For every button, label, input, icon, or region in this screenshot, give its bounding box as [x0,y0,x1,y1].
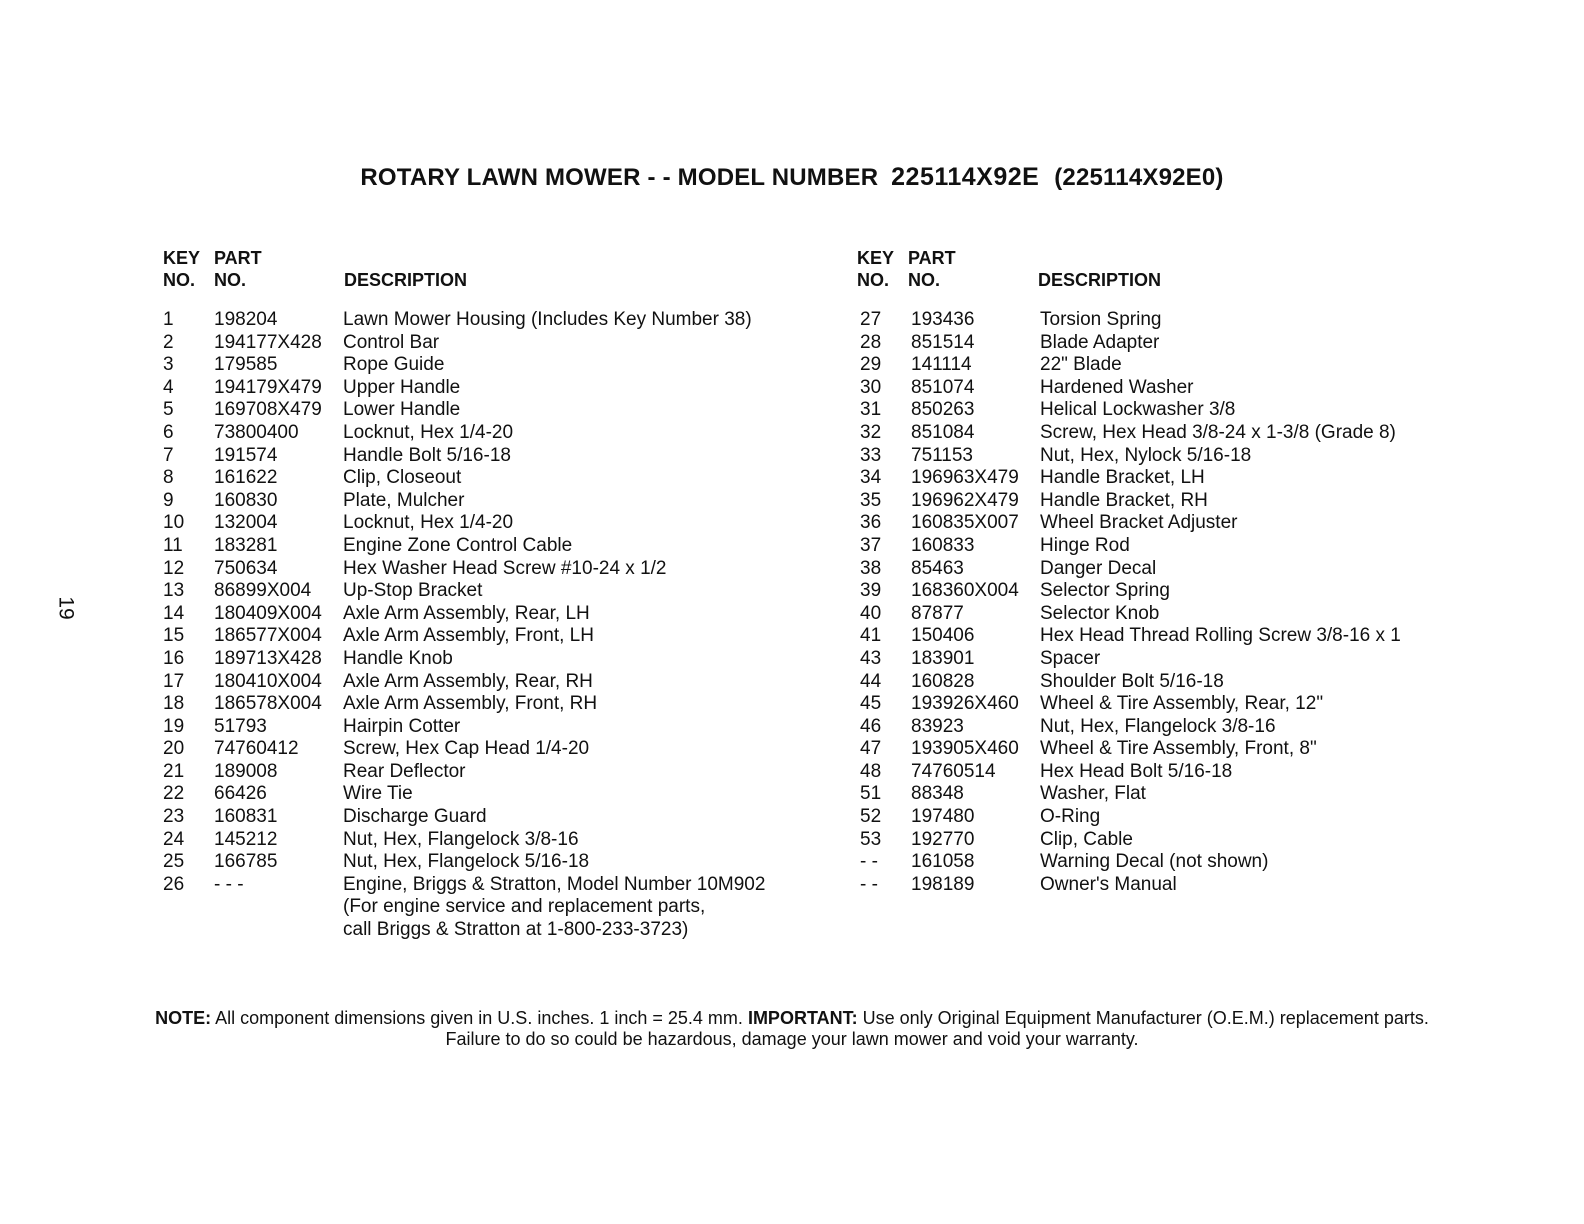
part-description: Plate, Mulcher [343,489,465,511]
part-no: 189008 [214,760,278,782]
part-no: 74760412 [214,738,299,760]
part-description: Clip, Cable [1040,828,1133,850]
key-no: 6 [163,421,174,443]
part-description: Shoulder Bolt 5/16-18 [1040,670,1224,692]
part-no: 751153 [911,444,973,466]
key-no: 41 [860,625,882,647]
key-no: 53 [860,828,882,850]
part-description: Axle Arm Assembly, Rear, LH [343,602,590,624]
key-no: 32 [860,421,882,443]
key-no: 24 [163,828,185,850]
key-no: 20 [163,738,185,760]
part-no: 160833 [911,534,975,556]
page-title [0,163,1584,192]
key-no: 18 [163,693,185,715]
header-description: DESCRIPTION [344,270,468,290]
key-no: 15 [163,625,185,647]
header-key-line2: NO. [857,270,890,290]
key-no: 45 [860,693,882,715]
part-no: 160828 [911,670,975,692]
key-no: 2 [163,331,174,353]
key-no: 37 [860,534,882,556]
part-no: 169708X479 [214,399,322,421]
note-line-2: Failure to do so could be hazardous, damage your lawn mower and void your warranty. [445,1029,1139,1049]
part-description: Hex Head Thread Rolling Screw 3/8-16 x 1 [1040,625,1401,647]
key-no: 35 [860,489,882,511]
note-line-1 [0,1008,1584,1029]
key-no: 5 [163,399,174,421]
part-no: 191574 [214,444,278,466]
part-no: 851514 [911,331,975,353]
part-no: 198204 [214,309,278,330]
part-no: 196963X479 [911,467,1019,489]
key-no: 8 [163,467,174,489]
key-no: 21 [163,760,185,782]
key-no: 1 [163,309,174,330]
key-no: 28 [860,331,882,353]
part-no: 193926X460 [911,693,1019,715]
part-description: Locknut, Hex 1/4-20 [343,421,514,443]
header-key-line1: KEY [163,248,201,268]
part-description: Spacer [1040,647,1101,669]
part-description: Discharge Guard [343,806,487,828]
part-no: 161622 [214,467,278,489]
key-no: 3 [163,354,174,376]
part-description: Selector Spring [1040,580,1170,602]
key-no: 29 [860,354,882,376]
part-no: 51793 [214,715,267,737]
part-no: 74760514 [911,760,996,782]
part-no: 189713X428 [214,647,322,669]
part-no: 193436 [911,309,975,330]
key-no: 26 [163,873,185,895]
part-description: Helical Lockwasher 3/8 [1040,399,1236,421]
part-description: Nut, Hex, Flangelock 3/8-16 [343,828,579,850]
part-no: 88348 [911,783,964,805]
part-description: Nut, Hex, Flangelock 5/16-18 [343,851,590,873]
key-no: 44 [860,670,882,692]
part-description: Axle Arm Assembly, Front, LH [343,625,594,647]
important-text: Use only Original Equipment Manufacturer (O.E.M.) replacement parts. [862,1008,1429,1028]
part-description: Handle Bracket, RH [1040,489,1208,511]
part-description: Torsion Spring [1040,309,1162,330]
part-description: Control Bar [343,331,440,353]
part-description: Warning Decal (not shown) [1040,851,1269,873]
key-no: 48 [860,760,882,782]
part-description: Handle Bolt 5/16-18 [343,444,511,466]
part-description: Clip, Closeout [343,467,462,489]
part-description: 22" Blade [1040,354,1122,376]
part-description: Wheel & Tire Assembly, Rear, 12" [1040,693,1324,715]
note-text: All component dimensions given in U.S. inches. 1 inch = 25.4 mm. [215,1008,743,1028]
part-no: 851074 [911,376,975,398]
key-no: 31 [860,399,882,421]
key-no: 40 [860,602,882,624]
part-no: 192770 [911,828,975,850]
title-prefix: ROTARY LAWN MOWER - - MODEL NUMBER [360,164,879,191]
header-part-line1: PART [908,248,956,268]
part-no: 86899X004 [214,580,312,602]
part-description: Hairpin Cotter [343,715,461,737]
part-description: O-Ring [1040,806,1101,828]
part-description: Hex Head Bolt 5/16-18 [1040,760,1233,782]
header-key-line1: KEY [857,248,895,268]
part-description: Locknut, Hex 1/4-20 [343,512,514,534]
part-no: 73800400 [214,421,299,443]
part-description: Wire Tie [343,783,413,805]
part-description: Handle Knob [343,647,453,669]
key-no: 22 [163,783,185,805]
part-description: Rear Deflector [343,760,466,782]
part-no: 179585 [214,354,278,376]
part-no: 161058 [911,851,975,873]
part-description: Selector Knob [1040,602,1160,624]
part-no: 160830 [214,489,278,511]
part-description: Rope Guide [343,354,445,376]
note-label: NOTE: [155,1008,212,1028]
part-no: 198189 [911,873,975,895]
part-no: 194179X479 [214,376,322,398]
key-no: - - [860,851,878,873]
part-description: Axle Arm Assembly, Rear, RH [343,670,593,692]
key-no: 52 [860,806,882,828]
part-description: Engine, Briggs & Stratton, Model Number 10M902 [343,873,766,895]
part-no: 141114 [911,354,972,376]
part-no: 183281 [214,534,278,556]
key-no: 16 [163,647,185,669]
key-no: 43 [860,647,882,669]
key-no: 14 [163,602,185,624]
part-description: Engine Zone Control Cable [343,534,573,556]
part-no: 750634 [214,557,278,579]
part-description: Wheel & Tire Assembly, Front, 8" [1040,738,1317,760]
key-no: 38 [860,557,882,579]
part-no: 85463 [911,557,964,579]
important-label: IMPORTANT: [747,1008,858,1028]
part-description: Nut, Hex, Nylock 5/16-18 [1040,444,1252,466]
key-no: 19 [163,715,185,737]
part-description: Up-Stop Bracket [343,580,483,602]
part-no: 87877 [911,602,964,624]
part-description: Screw, Hex Head 3/8-24 x 1-3/8 (Grade 8) [1040,421,1396,443]
key-no: 34 [860,467,882,489]
part-no: 160831 [214,806,278,828]
part-description: Screw, Hex Cap Head 1/4-20 [343,738,590,760]
part-description: Lower Handle [343,399,461,421]
key-no: 17 [163,670,185,692]
page-number: 19 [54,596,78,620]
key-no: 27 [860,309,882,330]
model-number-alt: (225114X92E0) [1054,164,1224,191]
header-key-line2: NO. [163,270,196,290]
part-description-continued: call Briggs & Stratton at 1-800-233-3723) [343,919,689,941]
part-no: 150406 [911,625,975,647]
part-description: Nut, Hex, Flangelock 3/8-16 [1040,715,1276,737]
part-description: Handle Bracket, LH [1040,467,1205,489]
part-description: Axle Arm Assembly, Front, RH [343,693,598,715]
part-description: Upper Handle [343,376,461,398]
part-no: 66426 [214,783,267,805]
part-no: 132004 [214,512,278,534]
part-no: 196962X479 [911,489,1019,511]
part-no: 186577X004 [214,625,322,647]
part-no: 145212 [214,828,278,850]
part-no: 183901 [911,647,975,669]
key-no: 23 [163,806,185,828]
key-no: - - [860,873,878,895]
header-part-line2: NO. [908,270,941,290]
part-no: 194177X428 [214,331,322,353]
key-no: 9 [163,489,174,511]
part-description: Hardened Washer [1040,376,1194,398]
part-no: 83923 [911,715,964,737]
footer-note [0,1008,1584,1050]
key-no: 47 [860,738,882,760]
part-no: 850263 [911,399,975,421]
key-no: 51 [860,783,882,805]
part-description: Hinge Rod [1040,534,1130,556]
key-no: 12 [163,557,185,579]
key-no: 11 [163,534,183,556]
key-no: 30 [860,376,882,398]
key-no: 13 [163,580,185,602]
key-no: 25 [163,851,185,873]
key-no: 33 [860,444,882,466]
part-no: 168360X004 [911,580,1019,602]
key-no: 36 [860,512,882,534]
part-description: Danger Decal [1040,557,1157,579]
part-description: Wheel Bracket Adjuster [1040,512,1238,534]
part-no: 160835X007 [911,512,1019,534]
part-description: Blade Adapter [1040,331,1160,353]
part-no: 180409X004 [214,602,322,624]
part-no: 180410X004 [214,670,322,692]
part-description: Owner's Manual [1040,873,1177,895]
part-no: 193905X460 [911,738,1019,760]
part-description: Washer, Flat [1040,783,1146,805]
part-no: - - - [214,873,244,895]
key-no: 10 [163,512,185,534]
part-no: 166785 [214,851,278,873]
part-no: 851084 [911,421,975,443]
key-no: 4 [163,376,174,398]
key-no: 39 [860,580,882,602]
part-description-continued: (For engine service and replacement parts, [343,896,706,918]
part-no: 186578X004 [214,693,322,715]
header-description: DESCRIPTION [1038,270,1162,290]
header-part-line1: PART [214,248,262,268]
part-description: Lawn Mower Housing (Includes Key Number 38) [343,309,752,330]
key-no: 7 [163,444,174,466]
part-description: Hex Washer Head Screw #10-24 x 1/2 [343,557,667,579]
part-no: 197480 [911,806,975,828]
header-part-line2: NO. [214,270,247,290]
key-no: 46 [860,715,882,737]
model-number: 225114X92E [891,163,1040,191]
